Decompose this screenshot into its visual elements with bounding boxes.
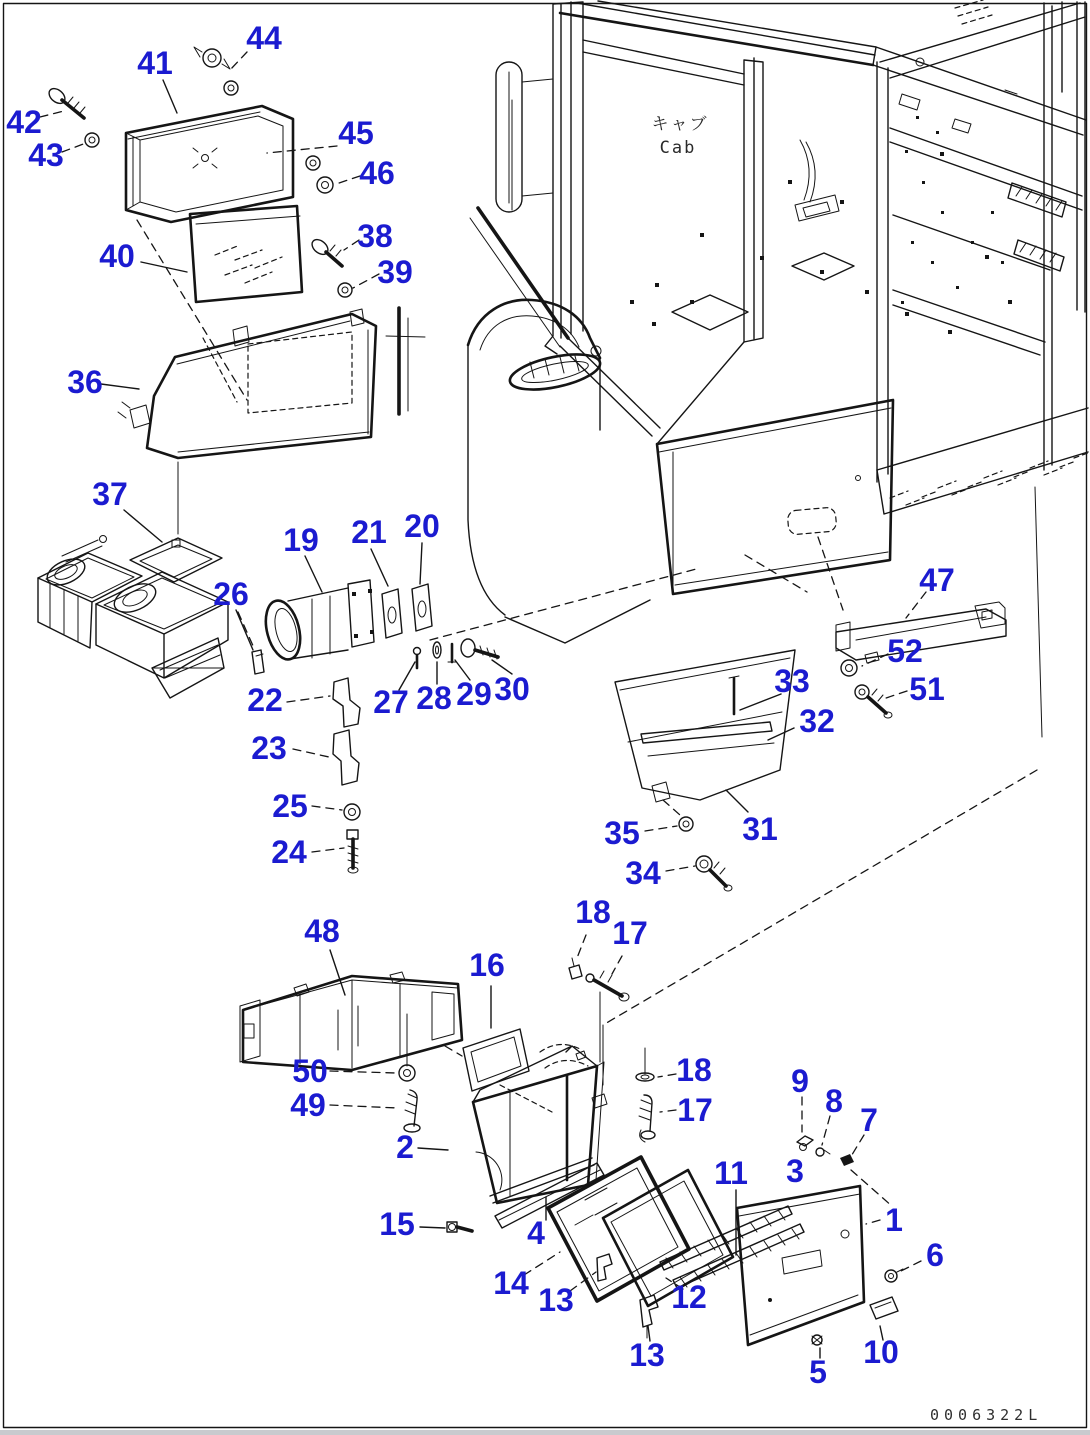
callout-8-48: 8 — [825, 1083, 843, 1119]
callout-12-42: 12 — [671, 1279, 707, 1315]
callout-45-4: 45 — [338, 115, 374, 151]
callout-34-30: 34 — [625, 855, 661, 891]
cab-structure — [468, 0, 1088, 1088]
scan-edge-bar — [0, 1430, 1090, 1435]
callout-24-22: 24 — [271, 834, 307, 870]
callout-40-8: 40 — [99, 238, 135, 274]
callout-29-18: 29 — [456, 676, 492, 712]
callout-49-36: 49 — [290, 1087, 326, 1123]
part-panel-41 — [126, 106, 293, 222]
callout-30-19: 30 — [494, 671, 530, 707]
callout-39-7: 39 — [377, 254, 413, 290]
callout-13-44: 13 — [629, 1337, 665, 1373]
callout-43-3: 43 — [28, 137, 64, 173]
part-strips-11 — [660, 1206, 804, 1288]
callout-1-51: 1 — [885, 1202, 903, 1238]
part-pins-17-18-upper — [569, 958, 629, 1001]
callout-25-21: 25 — [272, 788, 308, 824]
callout-23-20: 23 — [251, 730, 287, 766]
callout-17-32: 17 — [612, 915, 648, 951]
callout-32-27: 32 — [799, 703, 835, 739]
callout-31-28: 31 — [742, 811, 778, 847]
callout-15-38: 15 — [379, 1206, 415, 1242]
callout-2-37: 2 — [396, 1129, 414, 1165]
part-pins-17-18-lower — [636, 1048, 655, 1142]
part-washer-50-pin-49 — [399, 1065, 420, 1132]
callout-26-14: 26 — [213, 576, 249, 612]
part-clips-3-7-8-9 — [797, 1136, 854, 1166]
callout-18-45: 18 — [676, 1052, 712, 1088]
callout-16-34: 16 — [469, 947, 505, 983]
cab-label-english: Cab — [659, 138, 697, 158]
part-washer-35-bolt-34 — [679, 817, 732, 891]
callout-14-40: 14 — [493, 1265, 529, 1301]
callout-21-12: 21 — [351, 514, 387, 550]
rivet-dots — [901, 116, 1004, 304]
callout-41-1: 41 — [137, 45, 173, 81]
callout-51-25: 51 — [909, 671, 945, 707]
part-filter-40 — [190, 206, 302, 302]
callout-33-26: 33 — [774, 663, 810, 699]
callout-38-6: 38 — [357, 218, 393, 254]
part-clip-26 — [252, 650, 264, 674]
page-border — [4, 4, 1087, 1428]
part-heater-2 — [473, 992, 607, 1203]
callout-47-23: 47 — [919, 562, 955, 598]
callout-6-52: 6 — [926, 1237, 944, 1273]
floor-holes — [630, 152, 1012, 334]
callout-52-24: 52 — [887, 633, 923, 669]
part-clip-13a — [597, 1254, 612, 1281]
part-ac-unit — [38, 536, 228, 699]
part-gasket-37 — [130, 538, 222, 582]
callout-28-17: 28 — [416, 680, 452, 716]
callout-46-5: 46 — [359, 155, 395, 191]
callout-42-2: 42 — [6, 104, 42, 140]
callout-35-29: 35 — [604, 815, 640, 851]
part-bracket-10 — [870, 1297, 898, 1319]
callout-10-53: 10 — [863, 1334, 899, 1370]
part-clip-6 — [885, 1269, 903, 1282]
part-brackets-22-23 — [333, 678, 360, 785]
part-bolt-15 — [447, 1222, 472, 1232]
part-panel-31 — [615, 650, 795, 802]
part-panel-1 — [737, 1186, 864, 1345]
callout-3-50: 3 — [786, 1153, 804, 1189]
callout-20-13: 20 — [404, 508, 440, 544]
callout-50-35: 50 — [292, 1053, 328, 1089]
callout-13-41: 13 — [538, 1282, 574, 1318]
cab-label-japanese: キャブ — [651, 114, 709, 135]
callout-48-33: 48 — [304, 913, 340, 949]
part-cover-36 — [118, 308, 425, 534]
part-blower-19 — [260, 580, 374, 663]
drawing-code: 0006322L — [930, 1406, 1043, 1424]
callout-11-43: 11 — [714, 1155, 748, 1191]
part-clip-5 — [812, 1335, 822, 1345]
callout-27-16: 27 — [373, 684, 409, 720]
part-plates-20-21 — [382, 584, 432, 638]
part-bracket-48 — [240, 972, 462, 1070]
fasteners-top-left — [46, 47, 352, 297]
part-screws-27-30 — [414, 639, 499, 668]
callout-44-0: 44 — [246, 20, 282, 56]
callout-7-49: 7 — [860, 1102, 878, 1138]
callout-36-9: 36 — [67, 364, 103, 400]
callout-22-15: 22 — [247, 682, 283, 718]
callout-17-46: 17 — [677, 1092, 713, 1128]
callout-19-11: 19 — [283, 522, 319, 558]
part-washer-25-bolt-24 — [344, 804, 360, 873]
callout-9-47: 9 — [791, 1063, 809, 1099]
callout-4-39: 4 — [527, 1215, 545, 1251]
callout-5-54: 5 — [809, 1354, 827, 1390]
callout-18-31: 18 — [575, 894, 611, 930]
callout-37-10: 37 — [92, 476, 128, 512]
